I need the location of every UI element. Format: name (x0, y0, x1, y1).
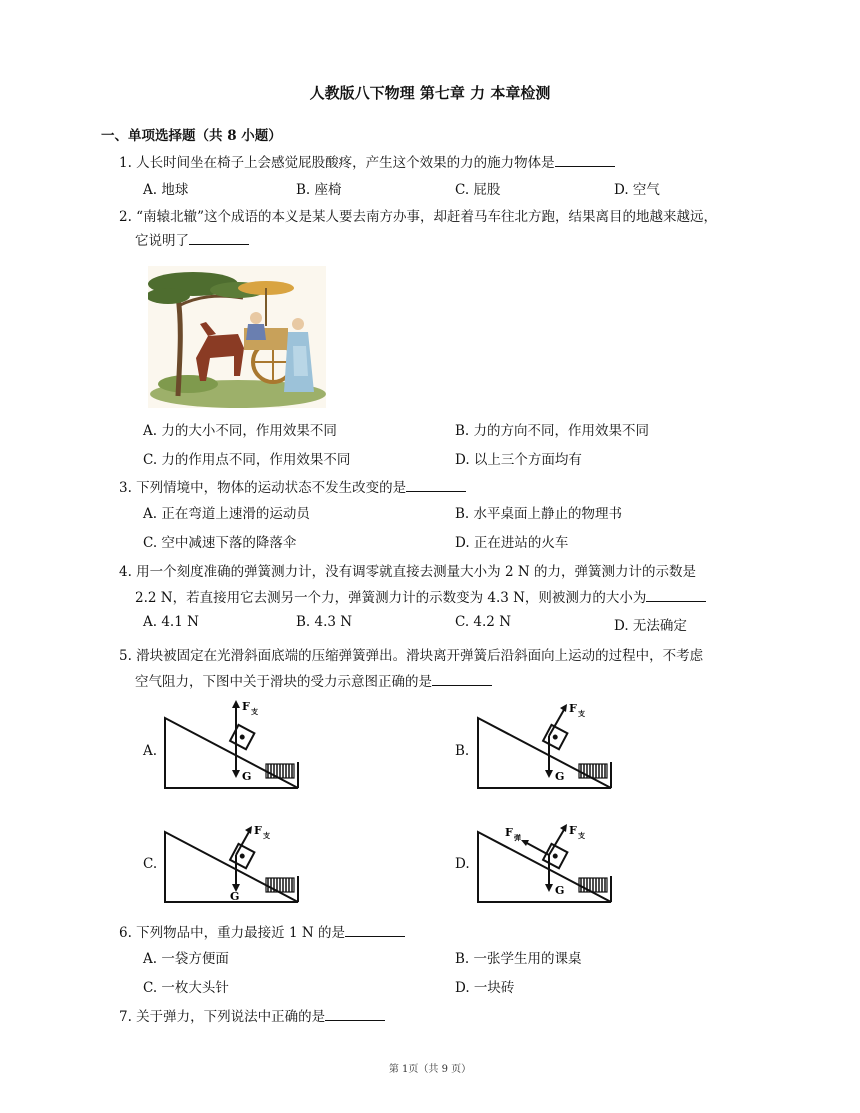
answer-blank (325, 1006, 385, 1021)
svg-text:G: G (230, 890, 240, 903)
svg-text:F: F (569, 702, 577, 715)
q3-option-c: C. 空中减速下落的降落伞 (143, 535, 297, 551)
svg-text:F: F (242, 700, 250, 713)
svg-text:F: F (505, 826, 513, 839)
q4-option-c: C. 4.2 N (455, 614, 512, 630)
answer-blank (432, 671, 492, 686)
svg-text:G: G (555, 770, 565, 783)
q4-option-a: A. 4.1 N (143, 614, 199, 630)
svg-text:支: 支 (263, 831, 270, 840)
q4-option-b: B. 4.3 N (296, 614, 353, 630)
question-3-text: 3. 下列情境中，物体的运动状态不发生改变的是 (119, 477, 466, 499)
q3-option-a: A. 正在弯道上速滑的运动员 (143, 506, 310, 522)
question-2-line2: 它说明了 (135, 230, 249, 252)
q3-option-d: D. 正在进站的火车 (455, 535, 569, 551)
question-2-line1: 2. “南辕北辙”这个成语的本义是某人要去南方办事，却赶着马车往北方跑，结果离目的地越来越远， (119, 209, 717, 225)
page-footer: 第 1页（共 9 页） (388, 1064, 472, 1075)
q5-option-c: C. (143, 856, 158, 872)
svg-text:弹: 弹 (514, 833, 521, 842)
question-1-text: 1. 人长时间坐在椅子上会感觉屁股酸疼，产生这个效果的力的施力物体是 (119, 152, 615, 174)
q5-option-d: D. (455, 856, 470, 872)
q6-option-a: A. 一袋方便面 (143, 951, 229, 967)
question-4-line2: 2.2 N，若直接用它去测另一个力，弹簧测力计的示数变为 4.3 N，则被测力的大小为 (135, 587, 706, 609)
svg-text:G: G (242, 770, 252, 783)
q1-option-d: D. 空气 (614, 182, 660, 198)
diagram-d (471, 812, 621, 907)
svg-text:G: G (555, 884, 565, 897)
spring (266, 876, 298, 902)
section-heading: 一、单项选择题（共 8 小题） (101, 128, 282, 144)
spring (579, 876, 611, 902)
q5-option-b: B. (455, 743, 470, 759)
diagram-b (471, 698, 621, 793)
svg-text:F: F (254, 824, 262, 837)
question-7-text: 7. 关于弹力，下列说法中正确的是 (119, 1006, 385, 1028)
page-title: 人教版八下物理 第七章 力 本章检测 (309, 84, 551, 102)
q3-option-b: B. 水平桌面上静止的物理书 (455, 506, 623, 522)
q4-option-d: D. 无法确定 (614, 618, 687, 634)
q2-option-b: B. 力的方向不同，作用效果不同 (455, 423, 650, 439)
answer-blank (189, 230, 249, 245)
q2-option-a: A. 力的大小不同，作用效果不同 (143, 423, 337, 439)
q5-option-a: A. (143, 743, 158, 759)
q2-option-c: C. 力的作用点不同，作用效果不同 (143, 452, 351, 468)
question-5-line2: 空气阻力，下图中关于滑块的受力示意图正确的是 (135, 671, 492, 693)
chariot-illustration (148, 266, 326, 408)
q1-option-a: A. 地球 (143, 182, 189, 198)
diagram-c (158, 812, 308, 907)
question-6-text: 6. 下列物品中，重力最接近 1 N 的是 (119, 922, 405, 944)
answer-blank (555, 152, 615, 167)
answer-blank (406, 477, 466, 492)
spring (266, 762, 298, 788)
q6-option-d: D. 一块砖 (455, 980, 515, 996)
q6-option-b: B. 一张学生用的课桌 (455, 951, 582, 967)
svg-text:F: F (569, 824, 577, 837)
answer-blank (646, 587, 706, 602)
svg-text:支: 支 (251, 707, 258, 716)
q2-option-d: D. 以上三个方面均有 (455, 452, 582, 468)
q1-option-b: B. 座椅 (296, 182, 342, 198)
q1-option-c: C. 屁股 (455, 182, 501, 198)
diagram-a (158, 698, 308, 793)
answer-blank (345, 922, 405, 937)
svg-text:支: 支 (578, 831, 585, 840)
spring (579, 762, 611, 788)
question-5-line1: 5. 滑块被固定在光滑斜面底端的压缩弹簧弹出。滑块离开弹簧后沿斜面向上运动的过程中，不考虑 (119, 648, 704, 664)
question-4-line1: 4. 用一个刻度准确的弹簧测力计，没有调零就直接去测量大小为 2 N 的力，弹簧测力计的示数是 (119, 564, 696, 580)
svg-text:支: 支 (578, 709, 585, 718)
q6-option-c: C. 一枚大头针 (143, 980, 229, 996)
